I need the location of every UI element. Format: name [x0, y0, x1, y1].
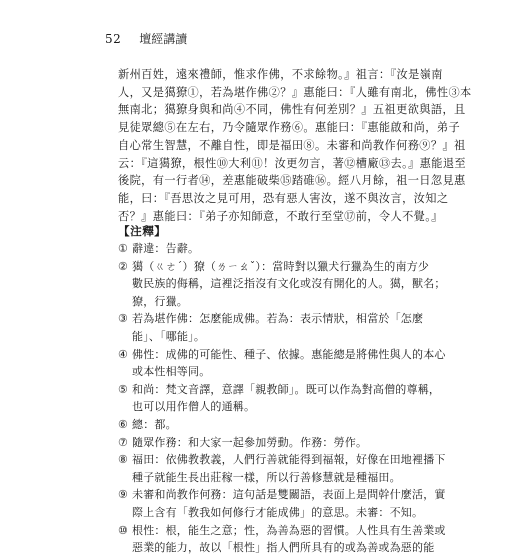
- note-line: 佛性：成佛的可能性、種子、依據。惠能總是將佛性與人的本心: [132, 347, 446, 361]
- note-line: 獦（ㄍㄜˊ）獠（ㄌㄧㄠˇ）：當時對以獵犬行獵為生的南方少: [132, 259, 430, 273]
- note-item: [118, 522, 446, 557]
- text-line: 新州百姓，遠來禮師，惟求作佛，不求餘物。』祖言：『汝是嶺南: [118, 68, 443, 81]
- note-line: 總：都。: [132, 417, 177, 431]
- text-line: 無南北；獦獠身與和尚④不同，佛性有何差別？』五祖更欲與語，且: [118, 103, 466, 117]
- main-text: [118, 66, 472, 225]
- note-item: [118, 258, 446, 311]
- text-line: 云：『這獦獠，根性⑩大利⑪！汝更勿言，著⑫槽廠⑬去。』惠能退至: [118, 156, 467, 170]
- note-text: [132, 258, 446, 311]
- note-line: 未審和尚教作何務：這句話是雙關語，表面上是問幹什麼活，實: [132, 488, 446, 502]
- note-number: ②: [118, 259, 129, 273]
- note-text: [132, 310, 423, 345]
- page-number: 52: [105, 32, 122, 46]
- page-header: [105, 30, 187, 47]
- note-number: ③: [118, 312, 129, 326]
- note-number: ⑥: [118, 417, 129, 431]
- notes-list: [118, 240, 446, 557]
- note-line: 根性：根，能生之意；性，為善為惡的習慣。人性具有生善業或: [132, 523, 446, 537]
- note-line: 際上含有「教我如何修行才能成佛」的意思。未審：不知。: [132, 505, 424, 519]
- note-text: [132, 522, 446, 557]
- note-number: ⑧: [118, 453, 129, 467]
- note-line: 種子就能生長出莊稼一樣，所以行善修慧就是種福田。: [132, 470, 401, 484]
- running-title: 壇經講讀: [139, 32, 188, 46]
- note-item: [118, 451, 446, 486]
- note-line: 或本性相等同。: [132, 365, 211, 379]
- text-line: 自心常生智慧，不離自性，即是福田⑧。未審和尚教作何務⑨？』祖: [118, 138, 466, 152]
- note-text: [132, 434, 418, 452]
- note-item: [118, 416, 418, 434]
- note-item: [118, 240, 418, 258]
- note-item: [118, 346, 446, 381]
- note-number: ④: [118, 347, 129, 361]
- note-line: 和尚：梵文音譯，意譯「親教師」。既可以作為對高僧的尊稱，: [132, 382, 441, 396]
- note-item: [118, 310, 424, 345]
- note-text: [132, 240, 418, 258]
- note-line: 隨眾作務：和大家一起參加勞動。作務：勞作。: [132, 435, 368, 449]
- note-number: ⑤: [118, 382, 129, 396]
- note-line: 辭違：告辭。: [132, 242, 200, 255]
- note-number: ⑨: [118, 488, 129, 502]
- text-line: 能，曰：『吾思汝之見可用，恐有惡人害汝，遂不與汝言，汝知之: [118, 191, 449, 205]
- text-line: 見徒眾總⑤在左右，乃令隨眾作務⑥。惠能曰：『惠能啟和尚，弟子: [118, 121, 461, 135]
- note-line: 惡業的能力，故以「根性」指人們所具有的或為善或為惡的能: [132, 541, 435, 555]
- note-line: 也可以用作僧人的通稱。: [132, 400, 256, 414]
- note-number: ⑩: [118, 523, 129, 537]
- note-text: [132, 451, 446, 486]
- note-number: ⑦: [118, 435, 129, 449]
- text-line: 否？』惠能曰：『弟子亦知師意，不敢行至堂⑰前，令人不覺。』: [118, 209, 443, 223]
- note-item: [118, 486, 446, 521]
- note-text: [132, 416, 418, 434]
- note-line: 數民族的侮稱，這裡泛指沒有文化或沒有開化的人。獦，獸名；: [132, 277, 446, 291]
- note-text: [132, 381, 440, 416]
- text-line: 人，又是獦獠①，若為堪作佛②？』惠能曰：『人雖有南北，佛性③本: [118, 85, 472, 99]
- note-item: [118, 381, 441, 416]
- note-item: [118, 434, 418, 452]
- note-text: [132, 346, 446, 381]
- note-line: 能」、「哪能」。: [132, 329, 206, 343]
- note-line: 福田：依佛教教義，人們行善就能得到福報，好像在田地裡播下: [132, 453, 446, 467]
- notes-heading: 【注釋】: [118, 224, 167, 238]
- note-line: 獠，行獵。: [132, 294, 188, 308]
- note-number: ①: [118, 242, 129, 255]
- note-line: 若為堪作佛：怎麼能成佛。若為：表示情狀，相當於「怎麼: [132, 312, 424, 326]
- note-text: [132, 486, 446, 521]
- text-line: 後院，有一行者⑭，差惠能破柴⑮踏碓⑯。經八月餘，祖一日忽見惠: [118, 174, 466, 188]
